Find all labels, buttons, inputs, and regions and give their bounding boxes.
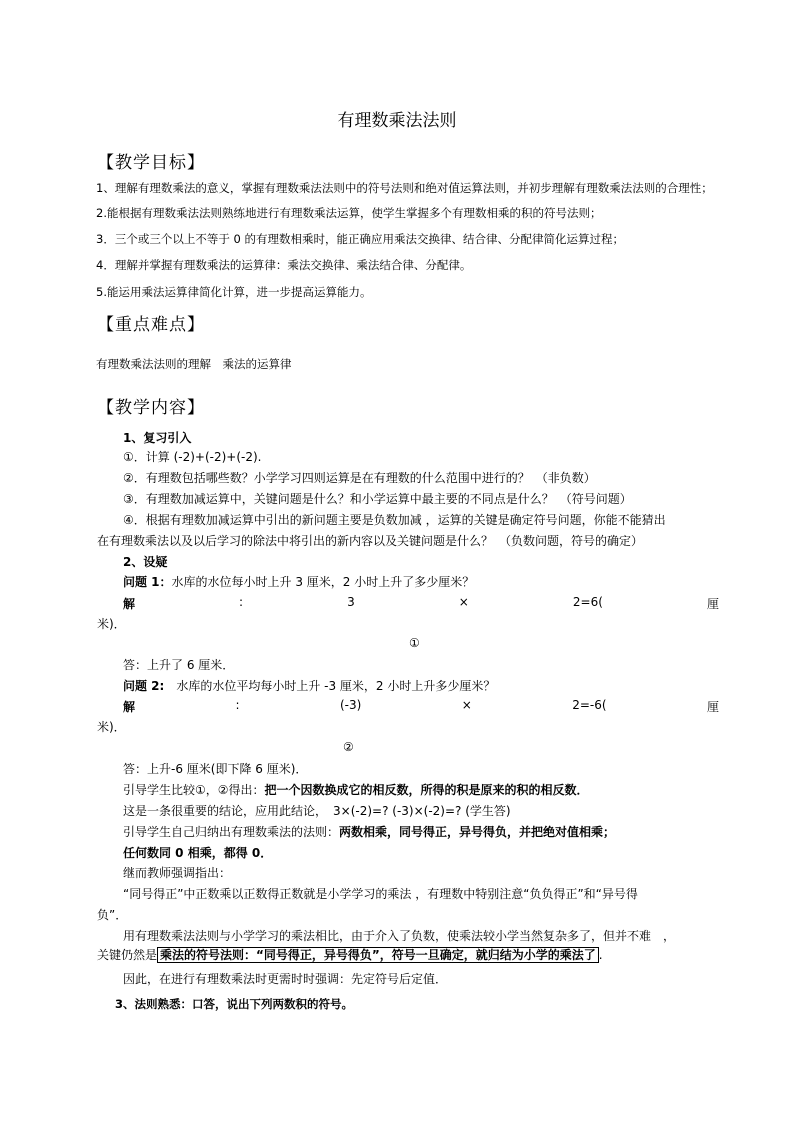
goal-item-4: 4．理解并掌握有理数乘法的运算律：乘法交换律、乘法结合律、分配律。	[96, 258, 472, 272]
question-2-label: 问题 2:	[123, 679, 165, 693]
goal-item-1: 1、理解有理数乘法的意义，掌握有理数乘法法则中的符号法则和绝对值运算法则，并初步理解有理数乘法法则的合理性；	[96, 181, 713, 195]
conclusion-line-1	[123, 781, 589, 798]
solution-1-colon: :	[239, 595, 244, 609]
solution-2-times: ×	[461, 698, 472, 712]
review-heading: 1、复习引入	[123, 431, 192, 445]
review-item-1: ①．计算 (-2)+(-2)+(-2).	[123, 450, 262, 464]
solution-1-unit: 厘	[706, 597, 719, 611]
question-2-text: 水库的水位平均每小时上升 -3 厘米，2 小时上升多少厘米？	[164, 679, 496, 693]
goal-item-3: 3．三个或三个以上不等于 0 的有理数相乘时，能正确应用乘法交换律、结合律、分配律简化运算过程；	[96, 232, 624, 246]
question-2	[123, 677, 495, 694]
answer-1: 答：上升了 6 厘米．	[123, 658, 235, 672]
emphasis-line-1: “同号得正”中正数乘以正数得正数就是小学学习的乘法 ，有理数中特别注意“负负得正”和“异号得	[123, 887, 638, 901]
emphasis-line-2: 负”．	[97, 908, 128, 922]
question-1	[123, 573, 474, 590]
therefore-line: 因此，在进行有理数乘法时更需时时强调：先定符号后定值．	[123, 972, 448, 986]
section-heading-key-points: 【重点难点】	[97, 315, 205, 335]
solution-1-result: 2=6(	[572, 595, 603, 609]
section-heading-content: 【教学内容】	[97, 398, 205, 418]
goal-item-5: 5.能运用乘法运算律简化计算，进一步提高运算能力。	[96, 285, 372, 299]
compare-prefix: 关键仍然是	[97, 948, 158, 962]
rule-plain: 引导学生自己归纳出有理数乘法的法则：	[123, 825, 340, 839]
solution-2-label: 解	[123, 700, 136, 714]
question-1-text: 水库的水位每小时上升 3 厘米，2 小时上升了多少厘米？	[171, 575, 475, 589]
solution-1-times: ×	[458, 595, 469, 609]
goal-item-2: 2.能根据有理数乘法法则熟练地进行有理数乘法运算，使学生掌握多个有理数相乘的积的符号法则；	[96, 206, 602, 220]
doubt-heading: 2、设疑	[123, 555, 168, 569]
page-title: 有理数乘法法则	[337, 111, 457, 131]
compare-suffix: .	[598, 948, 603, 962]
conclusion-1-bold: 把一个因数换成它的相反数，所得的积是原来的积的相反数．	[264, 783, 589, 797]
solution-1-factor: 3	[347, 595, 355, 609]
solution-2-colon: :	[235, 698, 240, 712]
sign-rule-box: 乘法的符号法则：“同号得正，异号得负”，符号一旦确定，就归结为小学的乘法了	[157, 947, 599, 963]
solution-2-tail: 米)．	[97, 720, 126, 734]
rule-bold: 两数相乘，同号得正，异号得负，并把绝对值相乘；	[339, 825, 616, 839]
review-item-3: ③．有理数加减运算中，关键问题是什么？和小学运算中最主要的不同点是什么？ （符号问题）	[123, 492, 632, 506]
conclusion-1-plain: 引导学生比较①，②得出：	[123, 783, 265, 797]
zero-rule: 任何数同 0 相乘，都得 0．	[123, 846, 273, 860]
solution-2-row	[123, 698, 719, 715]
key-points-text: 有理数乘法法则的理解 乘法的运算律	[96, 357, 292, 371]
marker-2: ②	[343, 740, 354, 754]
solution-1-row	[123, 595, 719, 612]
solution-2-result: 2=-6(	[572, 698, 607, 712]
section-heading-goals: 【教学目标】	[97, 153, 205, 173]
solution-2-unit: 厘	[706, 700, 719, 714]
drill-heading: 3、法则熟悉：口答，说出下列两数积的符号。	[115, 997, 353, 1011]
solution-1-tail: 米)．	[97, 617, 126, 631]
answer-2: 答：上升-6 厘米(即下降 6 厘米)．	[123, 762, 308, 776]
review-item-2: ②．有理数包括哪些数？小学学习四则运算是在有理数的什么范围中进行的？ （非负数）	[123, 471, 596, 485]
review-item-4-line-2: 在有理数乘法以及以后学习的除法中将引出的新内容以及关键问题是什么？ （负数问题，符号的确定）	[97, 534, 644, 548]
conclusion-line-2: 这是一条很重要的结论，应用此结论， 3×(-2)=? (-3)×(-2)=? (学生答)	[123, 804, 511, 818]
rule-line	[123, 823, 615, 840]
marker-1: ①	[409, 636, 420, 650]
review-item-4-line-1: ④．根据有理数加减运算中引出的新问题主要是负数加减 ，运算的关键是确定符号问题，你能不能猜出	[123, 513, 666, 527]
compare-line-1: 用有理数乘法法则与小学学习的乘法相比，由于介入了负数，使乘法较小学当然复杂多了，但并不难 ，	[123, 929, 676, 943]
teacher-emphasis: 继而教师强调指出：	[123, 866, 232, 880]
solution-2-factor: (-3)	[339, 698, 362, 712]
compare-line-2	[97, 946, 603, 963]
question-1-label: 问题 1：	[123, 575, 172, 589]
solution-1-label: 解	[123, 597, 136, 611]
